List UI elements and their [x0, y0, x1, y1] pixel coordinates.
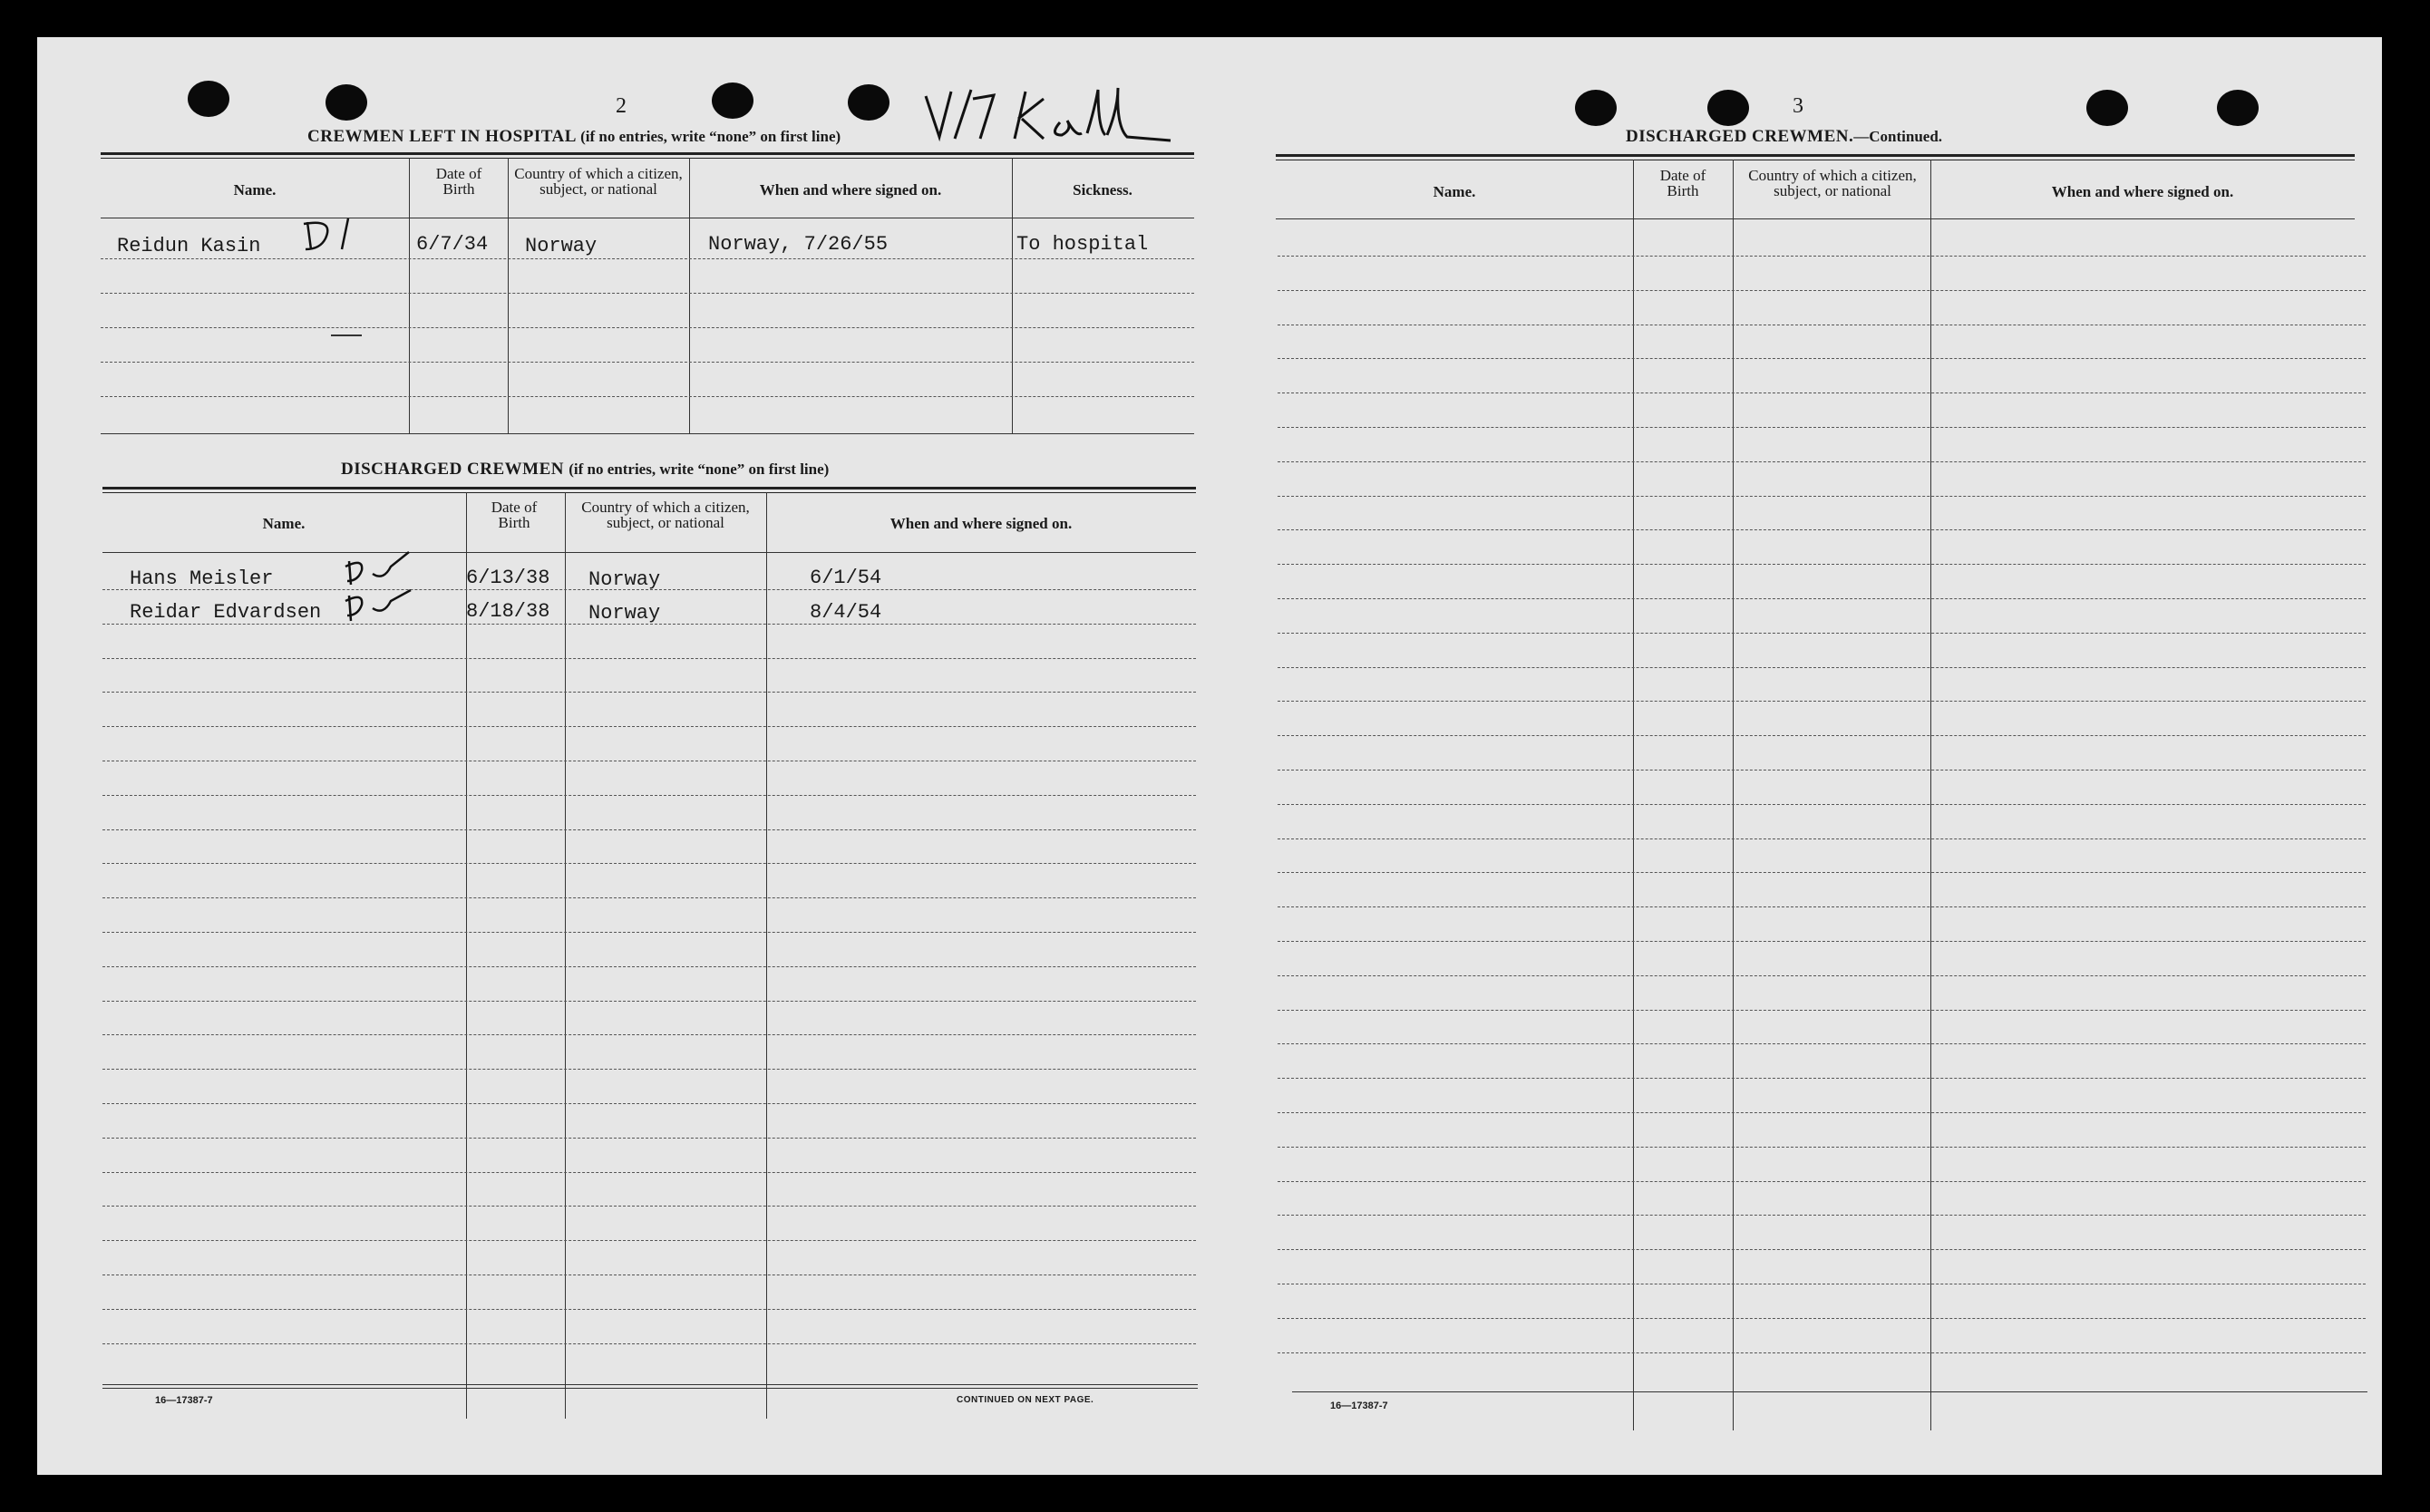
discharged-title-text: DISCHARGED CREWMEN [341, 460, 564, 479]
punch-hole [188, 81, 229, 117]
punch-hole [326, 84, 367, 121]
writing-line [102, 795, 1196, 796]
right-title-note: —Continued. [1853, 128, 1943, 145]
hospital-row-signed-on: Norway, 7/26/55 [708, 233, 889, 256]
punch-hole [2217, 90, 2259, 126]
discharged-section-title [341, 460, 829, 480]
writing-line [1278, 358, 2366, 359]
column-divider [1733, 160, 1734, 1430]
table-bottom-rule [1292, 1391, 2367, 1392]
right-header-signed-on: When and where signed on. [2051, 183, 2234, 200]
writing-line [1278, 1352, 2366, 1353]
writing-line [1278, 598, 2366, 599]
discharged-header-country: Country of which a citizen, subject, or national [581, 499, 750, 531]
column-divider [508, 158, 509, 433]
writing-line [102, 692, 1196, 693]
writing-line [102, 726, 1196, 727]
writing-line [1278, 529, 2366, 530]
right-title-text: DISCHARGED CREWMEN. [1626, 127, 1854, 146]
discharged-row-signed-on: 6/1/54 [810, 567, 882, 589]
writing-line [1278, 906, 2366, 907]
writing-line [101, 258, 1194, 259]
column-divider [766, 492, 767, 1419]
writing-line [101, 362, 1194, 363]
column-divider [1012, 158, 1013, 433]
writing-line [1278, 1147, 2366, 1148]
writing-line [1278, 838, 2366, 839]
table-bottom-rule [102, 1384, 1198, 1385]
writing-line [1278, 564, 2366, 565]
discharged-header-dob: Date of Birth [491, 499, 538, 531]
writing-line [101, 327, 1194, 328]
writing-line [102, 1034, 1196, 1035]
writing-line [1278, 667, 2366, 668]
discharged-header-name: Name. [262, 515, 306, 532]
handwritten-mark [336, 548, 472, 639]
discharged-row-signed-on: 8/4/54 [810, 601, 882, 624]
writing-line [102, 1138, 1196, 1139]
table-top-rule [102, 487, 1196, 493]
discharged-row-dob: 8/18/38 [466, 600, 550, 623]
writing-line [1278, 461, 2366, 462]
right-header-country: Country of which a citizen, subject, or national [1748, 167, 1917, 199]
table-bottom-rule [101, 433, 1194, 434]
right-discharged-title [1626, 127, 1942, 147]
writing-line [1278, 975, 2366, 976]
hospital-title-text: CREWMEN LEFT IN HOSPITAL [307, 127, 576, 146]
form-number: 16—17387-7 [155, 1395, 213, 1406]
handwritten-mark [298, 213, 371, 258]
writing-line [102, 932, 1196, 933]
writing-line [1278, 496, 2366, 497]
hospital-row-sickness: To hospital [1016, 233, 1149, 256]
page-number: 2 [616, 94, 627, 118]
hospital-header-signed-on: When and where signed on. [759, 181, 942, 199]
punch-hole [712, 82, 753, 119]
page-number: 3 [1793, 94, 1803, 118]
hospital-row-name: Reidun Kasin [117, 235, 261, 257]
writing-line [102, 1103, 1196, 1104]
writing-line [1278, 1215, 2366, 1216]
form-number: 16—17387-7 [1330, 1401, 1388, 1411]
writing-line [102, 1343, 1196, 1344]
document-sheet [37, 37, 2382, 1475]
hospital-row-country: Norway [525, 235, 598, 257]
writing-line [1278, 701, 2366, 702]
writing-line [102, 897, 1196, 898]
writing-line [101, 293, 1194, 294]
writing-line [101, 396, 1194, 397]
writing-line [1278, 256, 2366, 257]
column-divider [565, 492, 566, 1419]
discharged-header-signed-on: When and where signed on. [889, 515, 1073, 532]
right-header-name: Name. [1433, 183, 1476, 200]
discharged-title-note: (if no entries, write “none” on first line) [569, 460, 830, 478]
header-rule [102, 552, 1196, 553]
punch-hole [1575, 90, 1617, 126]
writing-line [102, 829, 1196, 830]
writing-line [1278, 633, 2366, 634]
writing-line [1278, 1249, 2366, 1250]
writing-line [102, 1069, 1196, 1070]
right-header-dob: Date of Birth [1659, 167, 1706, 199]
writing-line [1278, 1010, 2366, 1011]
discharged-row-name: Hans Meisler [130, 567, 274, 590]
pencil-mark [331, 334, 362, 336]
punch-hole [1707, 90, 1749, 126]
writing-line [102, 1309, 1196, 1310]
table-top-rule [1276, 154, 2355, 160]
writing-line [102, 1001, 1196, 1002]
writing-line [1278, 804, 2366, 805]
column-divider [409, 158, 410, 433]
hospital-header-dob: Date of Birth [435, 165, 482, 198]
discharged-row-name: Reidar Edvardsen [130, 601, 322, 624]
column-divider [689, 158, 690, 433]
writing-line [1278, 1043, 2366, 1044]
discharged-row-dob: 6/13/38 [466, 567, 550, 589]
hospital-header-name: Name. [233, 181, 277, 199]
writing-line [1278, 427, 2366, 428]
writing-line [1278, 735, 2366, 736]
writing-line [1278, 941, 2366, 942]
continued-note: CONTINUED ON NEXT PAGE. [957, 1395, 1094, 1405]
hospital-header-country: Country of which a citizen, subject, or national [514, 165, 683, 198]
hospital-section-title [307, 127, 841, 147]
header-rule [1276, 218, 2355, 219]
handwritten-annotation [908, 82, 1198, 155]
writing-line [1278, 872, 2366, 873]
writing-line [1278, 1112, 2366, 1113]
writing-line [102, 1172, 1196, 1173]
discharged-row-country: Norway [588, 568, 661, 591]
writing-line [1278, 770, 2366, 771]
writing-line [102, 863, 1196, 864]
writing-line [1278, 290, 2366, 291]
writing-line [102, 1240, 1196, 1241]
writing-line [102, 658, 1196, 659]
column-divider [1633, 160, 1634, 1430]
hospital-header-sickness: Sickness. [1073, 181, 1132, 199]
discharged-row-country: Norway [588, 602, 661, 625]
punch-hole [2086, 90, 2128, 126]
writing-line [102, 1206, 1196, 1207]
writing-line [1278, 1181, 2366, 1182]
column-divider [1930, 160, 1931, 1430]
punch-hole [848, 84, 889, 121]
table-top-rule [101, 152, 1194, 159]
hospital-title-note: (if no entries, write “none” on first line) [580, 128, 841, 145]
writing-line [1278, 1078, 2366, 1079]
writing-line [102, 966, 1196, 967]
table-bottom-rule [102, 1388, 1198, 1389]
hospital-row-dob: 6/7/34 [416, 233, 489, 256]
writing-line [1278, 1318, 2366, 1319]
